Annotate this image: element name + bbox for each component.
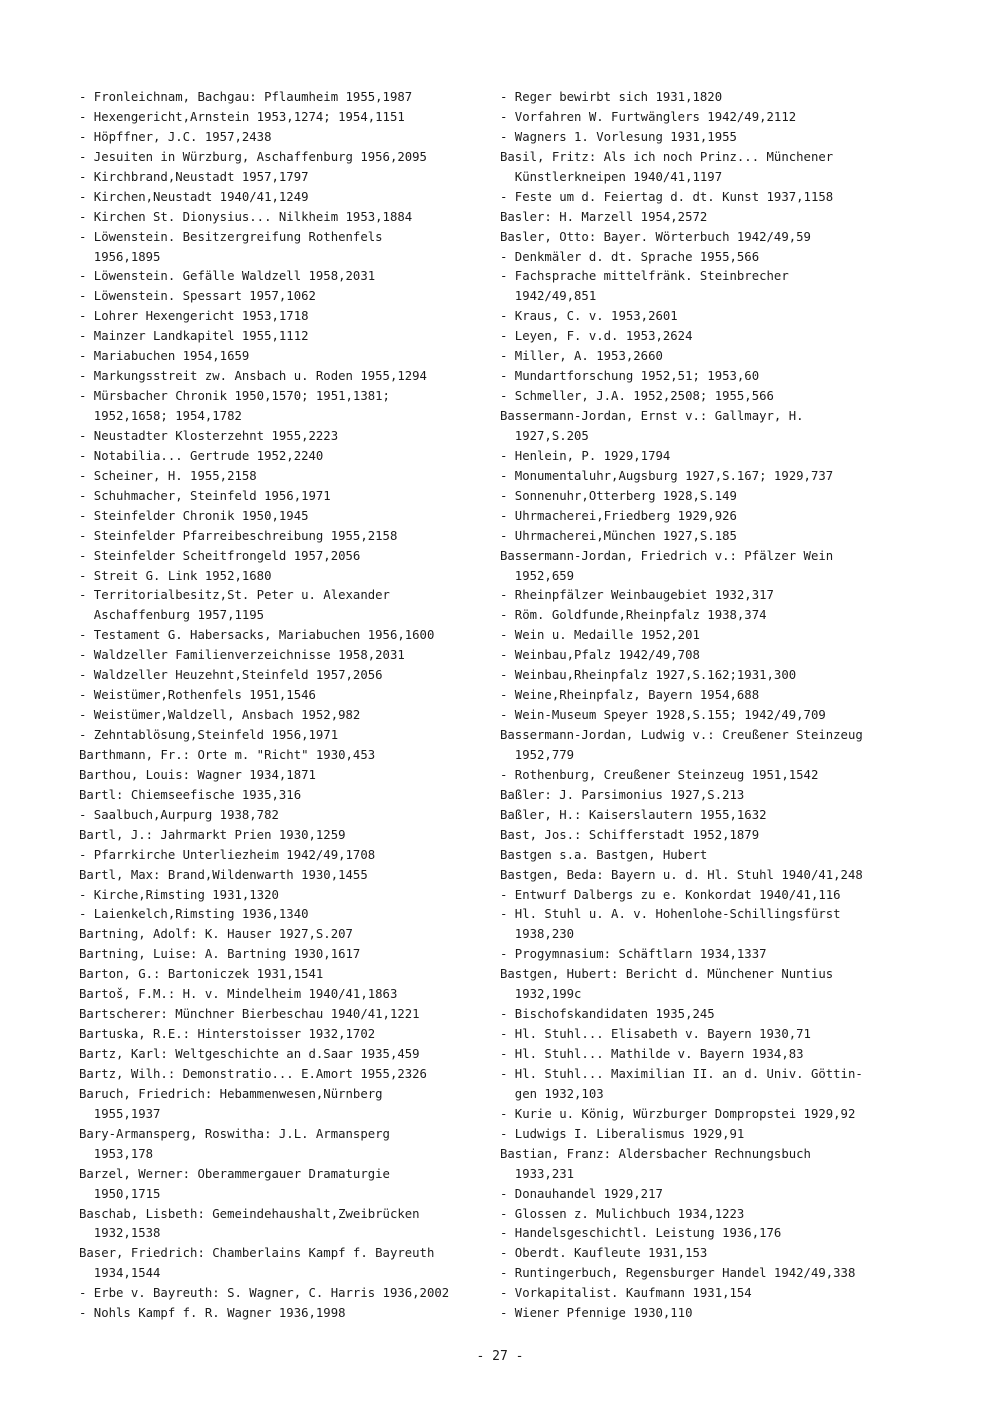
index-entry: Bary-Armansperg, Roswitha: J.L. Armansperg bbox=[79, 1126, 390, 1141]
index-entry: 1934,1544 bbox=[79, 1266, 161, 1281]
index-entry: - Wein-Museum Speyer 1928,S.155; 1942/49,709 bbox=[500, 708, 826, 723]
index-entry: - Weistümer,Waldzell, Ansbach 1952,982 bbox=[79, 708, 361, 723]
index-entry: - Kurie u. König, Würzburger Dompropstei 1929,92 bbox=[500, 1106, 856, 1121]
index-entry: - Wiener Pfennige 1930,110 bbox=[500, 1306, 693, 1321]
index-entry: Baßler: J. Parsimonius 1927,S.213 bbox=[500, 787, 745, 802]
index-entry: - Mürsbacher Chronik 1950,1570; 1951,1381; bbox=[79, 389, 390, 404]
index-entry: Bartl, J.: Jahrmarkt Prien 1930,1259 bbox=[79, 827, 346, 842]
index-entry: Bartz, Karl: Weltgeschichte an d.Saar 1935,459 bbox=[79, 1047, 420, 1061]
index-entry: - Oberdt. Kaufleute 1931,153 bbox=[500, 1246, 708, 1261]
index-entry: - Leyen, F. v.d. 1953,2624 bbox=[500, 329, 693, 344]
index-entry: - Schuhmacher, Steinfeld 1956,1971 bbox=[79, 488, 331, 503]
index-entry: - Notabilia... Gertrude 1952,2240 bbox=[79, 448, 324, 463]
index-entry: - Uhrmacherei,München 1927,S.185 bbox=[500, 528, 737, 543]
index-entry: Barthmann, Fr.: Orte m. "Richt" 1930,453 bbox=[79, 747, 376, 762]
index-entry: - Mainzer Landkapitel 1955,1112 bbox=[79, 329, 309, 344]
left-column bbox=[79, 88, 499, 1324]
index-entry: - Feste um d. Feiertag d. dt. Kunst 1937,1158 bbox=[500, 189, 834, 204]
index-entry: - Nohls Kampf f. R. Wagner 1936,1998 bbox=[79, 1306, 346, 1321]
index-entry: - Miller, A. 1953,2660 bbox=[500, 349, 663, 364]
index-entry: - Fachsprache mittelfränk. Steinbrecher bbox=[500, 269, 789, 284]
index-entry: - Saalbuch,Aurpurg 1938,782 bbox=[79, 807, 279, 822]
index-entry: 1953,178 bbox=[79, 1146, 154, 1161]
index-entry: - Henlein, P. 1929,1794 bbox=[500, 448, 671, 463]
index-entry: - Waldzeller Familienverzeichnisse 1958,2031 bbox=[79, 648, 405, 663]
index-entry: - Scheiner, H. 1955,2158 bbox=[79, 468, 257, 483]
index-entry: 1927,S.205 bbox=[500, 428, 589, 443]
index-entry: Bartl: Chiemseefische 1935,316 bbox=[79, 787, 302, 802]
index-entry: Bassermann-Jordan, Friedrich v.: Pfälzer Wein bbox=[500, 548, 834, 563]
index-entry: 1952,1658; 1954,1782 bbox=[79, 409, 242, 423]
index-entry: - Rheinpfälzer Weinbaugebiet 1932,317 bbox=[500, 588, 774, 603]
index-entry: - Weine,Rheinpfalz, Bayern 1954,688 bbox=[500, 688, 760, 703]
index-entry: - Löwenstein. Spessart 1957,1062 bbox=[79, 289, 316, 304]
index-entry: - Höpffner, J.C. 1957,2438 bbox=[79, 129, 272, 144]
index-entry: - Kraus, C. v. 1953,2601 bbox=[500, 309, 678, 324]
index-entry: - Entwurf Dalbergs zu e. Konkordat 1940/41,116 bbox=[500, 887, 841, 902]
index-entry: Bartl, Max: Brand,Wildenwarth 1930,1455 bbox=[79, 867, 368, 882]
index-entry: - Weinbau,Rheinpfalz 1927,S.162;1931,300 bbox=[500, 668, 797, 683]
index-entry: 1942/49,851 bbox=[500, 289, 597, 304]
index-entry: Basil, Fritz: Als ich noch Prinz... Münchener bbox=[500, 149, 834, 164]
index-entry: Bartz, Wilh.: Demonstratio... E.Amort 1955,2326 bbox=[79, 1066, 427, 1081]
index-entry: Bast, Jos.: Schifferstadt 1952,1879 bbox=[500, 827, 760, 842]
index-entry: Basler: H. Marzell 1954,2572 bbox=[500, 209, 708, 224]
index-entry: - Monumentaluhr,Augsburg 1927,S.167; 1929,737 bbox=[500, 468, 834, 483]
index-entry: Bassermann-Jordan, Ludwig v.: Creußener Steinzeug bbox=[500, 728, 863, 742]
index-entry: Bartuska, R.E.: Hinterstoisser 1932,1702 bbox=[79, 1027, 376, 1042]
index-entry: - Waldzeller Heuzehnt,Steinfeld 1957,2056 bbox=[79, 668, 383, 683]
index-entry: Bartning, Adolf: K. Hauser 1927,S.207 bbox=[79, 927, 353, 942]
index-entry: - Kirchen,Neustadt 1940/41,1249 bbox=[79, 189, 309, 204]
index-entry: 1932,199c bbox=[500, 987, 582, 1002]
index-entry: - Handelsgeschichtl. Leistung 1936,176 bbox=[500, 1226, 782, 1241]
index-entry: - Lohrer Hexengericht 1953,1718 bbox=[79, 309, 309, 324]
index-entry: - Mundartforschung 1952,51; 1953,60 bbox=[500, 369, 760, 384]
index-entry: - Steinfelder Pfarreibeschreibung 1955,2158 bbox=[79, 528, 398, 543]
index-entry: - Rothenburg, Creußener Steinzeug 1951,1542 bbox=[500, 767, 819, 782]
index-entry: - Laienkelch,Rimsting 1936,1340 bbox=[79, 907, 309, 922]
index-entry: - Ludwigs I. Liberalismus 1929,91 bbox=[500, 1126, 745, 1141]
index-entry: - Runtingerbuch, Regensburger Handel 1942/49,338 bbox=[500, 1266, 856, 1281]
right-column bbox=[500, 88, 920, 1324]
index-entry: - Wein u. Medaille 1952,201 bbox=[500, 628, 700, 643]
index-entry: - Markungsstreit zw. Ansbach u. Roden 1955,1294 bbox=[79, 369, 427, 384]
index-entry: - Testament G. Habersacks, Mariabuchen 1956,1600 bbox=[79, 628, 435, 643]
index-entry: 1952,659 bbox=[500, 568, 575, 583]
index-entry: - Löwenstein. Besitzergreifung Rothenfels bbox=[79, 229, 383, 244]
index-entry: - Erbe v. Bayreuth: S. Wagner, C. Harris 1936,2002 bbox=[79, 1286, 450, 1301]
index-entry: - Kirche,Rimsting 1931,1320 bbox=[79, 887, 279, 902]
index-entry: - Hl. Stuhl... Elisabeth v. Bayern 1930,71 bbox=[500, 1027, 811, 1042]
index-entry: - Vorfahren W. Furtwänglers 1942/49,2112 bbox=[500, 109, 797, 124]
index-entry: Bastgen, Beda: Bayern u. d. Hl. Stuhl 1940/41,248 bbox=[500, 867, 863, 882]
index-entry: - Bischofskandidaten 1935,245 bbox=[500, 1007, 715, 1022]
index-entry: - Weinbau,Pfalz 1942/49,708 bbox=[500, 648, 700, 663]
index-entry: - Reger bewirbt sich 1931,1820 bbox=[500, 90, 723, 104]
index-entry: Barthou, Louis: Wagner 1934,1871 bbox=[79, 767, 316, 782]
index-entry: - Schmeller, J.A. 1952,2508; 1955,566 bbox=[500, 389, 774, 404]
index-entry: Baruch, Friedrich: Hebammenwesen,Nürnberg bbox=[79, 1086, 383, 1101]
index-entry: - Zehntablösung,Steinfeld 1956,1971 bbox=[79, 728, 339, 742]
index-entry: - Denkmäler d. dt. Sprache 1955,566 bbox=[500, 249, 760, 264]
index-entry: - Löwenstein. Gefälle Waldzell 1958,2031 bbox=[79, 269, 376, 284]
index-entry: - Pfarrkirche Unterliezheim 1942/49,1708 bbox=[79, 847, 376, 862]
index-entry: Bartscherer: Münchner Bierbeschau 1940/41,1221 bbox=[79, 1007, 420, 1022]
index-entry: - Jesuiten in Würzburg, Aschaffenburg 1956,2095 bbox=[79, 149, 427, 164]
index-entry: Bassermann-Jordan, Ernst v.: Gallmayr, H. bbox=[500, 409, 804, 423]
index-entry: 1933,231 bbox=[500, 1166, 575, 1181]
index-entry: - Sonnenuhr,Otterberg 1928,S.149 bbox=[500, 488, 737, 503]
index-entry: - Wagners 1. Vorlesung 1931,1955 bbox=[500, 129, 737, 144]
index-entry: - Fronleichnam, Bachgau: Pflaumheim 1955,1987 bbox=[79, 90, 413, 104]
index-entry: 1938,230 bbox=[500, 927, 575, 942]
index-entry: - Weistümer,Rothenfels 1951,1546 bbox=[79, 688, 316, 703]
index-entry: - Territorialbesitz,St. Peter u. Alexander bbox=[79, 588, 390, 603]
index-entry: - Mariabuchen 1954,1659 bbox=[79, 349, 250, 364]
page-number: - 27 - bbox=[476, 1349, 524, 1364]
index-entry: Barton, G.: Bartoniczek 1931,1541 bbox=[79, 967, 324, 982]
index-entry: Basler, Otto: Bayer. Wörterbuch 1942/49,59 bbox=[500, 229, 811, 244]
index-entry: - Hl. Stuhl u. A. v. Hohenlohe-Schillingsfürst bbox=[500, 907, 841, 922]
index-entry: - Vorkapitalist. Kaufmann 1931,154 bbox=[500, 1286, 752, 1301]
index-entry: - Hl. Stuhl... Maximilian II. an d. Univ. Göttin- bbox=[500, 1066, 863, 1081]
index-entry: Baßler, H.: Kaiserslautern 1955,1632 bbox=[500, 807, 767, 822]
index-entry: Künstlerkneipen 1940/41,1197 bbox=[500, 169, 723, 184]
index-entry: - Kirchen St. Dionysius... Nilkheim 1953,1884 bbox=[79, 209, 413, 224]
index-entry: 1955,1937 bbox=[79, 1106, 161, 1121]
index-entry: - Steinfelder Scheitfrongeld 1957,2056 bbox=[79, 548, 361, 563]
index-entry: Aschaffenburg 1957,1195 bbox=[79, 608, 265, 623]
index-entry: - Neustadter Klosterzehnt 1955,2223 bbox=[79, 428, 339, 443]
index-entry: Bastian, Franz: Aldersbacher Rechnungsbuch bbox=[500, 1146, 811, 1161]
index-entry: 1950,1715 bbox=[79, 1186, 161, 1201]
index-entry: - Progymnasium: Schäftlarn 1934,1337 bbox=[500, 947, 767, 962]
index-entry: - Röm. Goldfunde,Rheinpfalz 1938,374 bbox=[500, 608, 767, 623]
index-entry: 1932,1538 bbox=[79, 1226, 161, 1241]
index-entry: - Hl. Stuhl... Mathilde v. Bayern 1934,83 bbox=[500, 1047, 804, 1061]
index-entry: - Glossen z. Mulichbuch 1934,1223 bbox=[500, 1206, 745, 1221]
index-entry: - Uhrmacherei,Friedberg 1929,926 bbox=[500, 508, 737, 523]
index-entry: - Streit G. Link 1952,1680 bbox=[79, 568, 272, 583]
index-entry: 1952,779 bbox=[500, 747, 575, 762]
index-entry: 1956,1895 bbox=[79, 249, 161, 264]
index-entry: Bastgen, Hubert: Bericht d. Münchener Nuntius bbox=[500, 967, 834, 982]
index-entry: Bartoš, F.M.: H. v. Mindelheim 1940/41,1863 bbox=[79, 987, 398, 1002]
index-entry: Bartning, Luise: A. Bartning 1930,1617 bbox=[79, 947, 361, 962]
index-entry: gen 1932,103 bbox=[500, 1086, 604, 1101]
index-entry: Baser, Friedrich: Chamberlains Kampf f. Bayreuth bbox=[79, 1246, 435, 1261]
index-entry: - Donauhandel 1929,217 bbox=[500, 1186, 663, 1201]
index-entry: - Kirchbrand,Neustadt 1957,1797 bbox=[79, 169, 309, 184]
index-entry: Barzel, Werner: Oberammergauer Dramaturgie bbox=[79, 1166, 390, 1181]
index-entry: - Hexengericht,Arnstein 1953,1274; 1954,1151 bbox=[79, 109, 405, 124]
index-entry: Baschab, Lisbeth: Gemeindehaushalt,Zweibrücken bbox=[79, 1206, 420, 1221]
index-entry: - Steinfelder Chronik 1950,1945 bbox=[79, 508, 309, 523]
index-entry: Bastgen s.a. Bastgen, Hubert bbox=[500, 847, 708, 862]
